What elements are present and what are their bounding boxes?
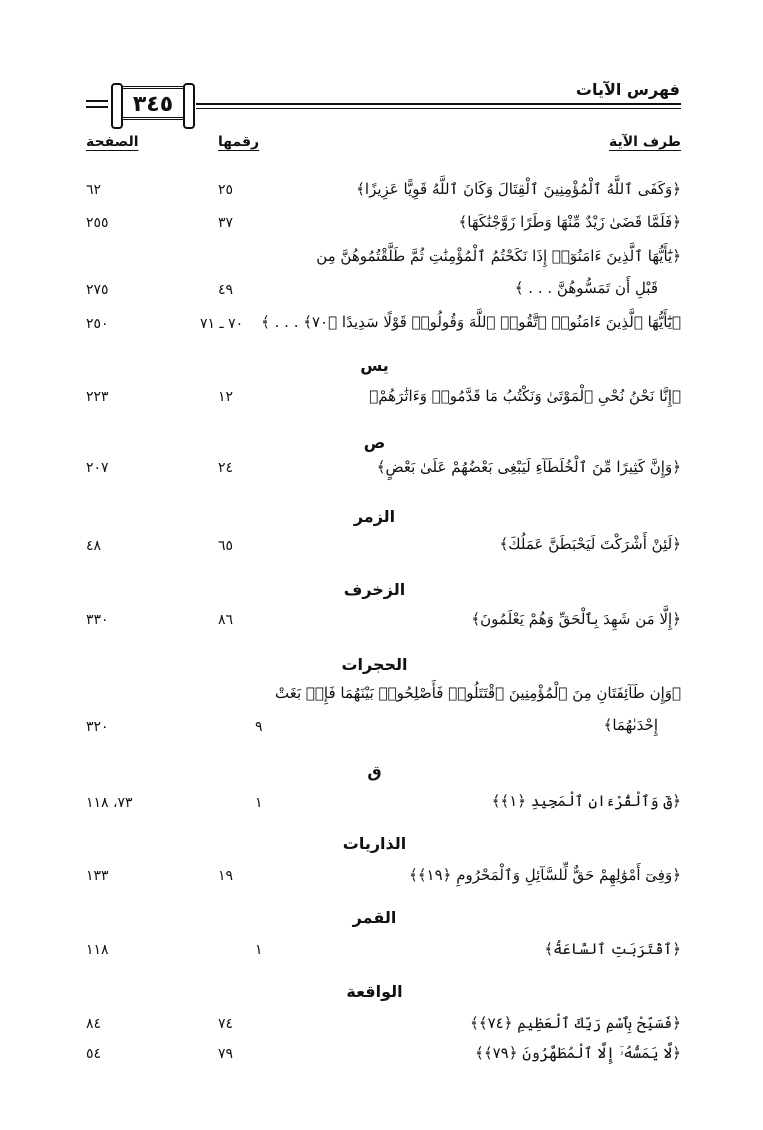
verse-page: ١٣٣ (86, 868, 109, 884)
verse-number: ٤٩ (218, 282, 234, 298)
verse-text: ﴿لَئِنْ أَشْرَكْتَ لَيَحْبَطَنَّ عَمَلُكَ﴾ (499, 535, 681, 553)
column-page-heading (86, 134, 139, 150)
header-rule-right (196, 103, 681, 105)
verse-text: ﴿وَإِن طَآئِفَتَانِ مِنَ ٱلْمُؤْمِنِينَ ٱقْتَتَلُوا۟ فَأَصْلِحُوا۟ بَيْنَهُمَا فَإِنۢ بَغَتْ (275, 684, 681, 702)
verse-page: ٧٣، ١١٨ (86, 795, 133, 811)
verse-text: ﴿قٓ وَٱلْقُرْءَانِ ٱلْمَجِيدِ ﴿١﴾﴾ (491, 792, 681, 810)
verse-number: ١ (255, 942, 263, 958)
verse-page: ٢٥٥ (86, 215, 109, 231)
verse-text: ﴿إِلَّا مَن شَهِدَ بِٱلْحَقِّ وَهُمْ يَعْلَمُونَ﴾ (471, 610, 681, 628)
verse-number: ٦٥ (218, 538, 234, 554)
verse-text: ﴿ٱقْتَرَبَتِ ٱلسَّاعَةُ﴾ (544, 940, 681, 958)
column-number-heading (218, 134, 259, 150)
verse-text: ﴿لَّا يَمَسُّهُۥٓ إِلَّا ٱلْمُطَهَّرُونَ ﴿٧٩﴾﴾ (475, 1044, 681, 1062)
verse-page: ١١٨ (86, 942, 109, 958)
column-page-label: الصفحة (86, 134, 139, 150)
verse-number: ٢٥ (218, 182, 234, 198)
sura-heading: الزمر (353, 507, 396, 526)
verse-page: ٦٢ (86, 182, 102, 198)
sura-heading: الواقعة (346, 982, 403, 1001)
verse-text: ﴿وَكَفَى ٱللَّهُ ٱلْمُؤْمِنِينَ ٱلْقِتَالَ وَكَانَ ٱللَّهُ قَوِيًّا عَزِيزًا﴾ (356, 180, 681, 198)
verse-text: ﴿فَسَبِّحْ بِٱسْمِ رَبِّكَ ٱلْعَظِيمِ ﴿٧٤﴾﴾ (470, 1014, 681, 1032)
page-title: فهرس الآيات (575, 80, 680, 99)
column-verse-heading (609, 134, 681, 150)
verse-page: ٢٠٧ (86, 460, 109, 476)
verse-text: ﴿وَفِىٓ أَمْوَٰلِهِمْ حَقٌّ لِّلسَّآئِلِ وَٱلْمَحْرُومِ ﴿١٩﴾﴾ (408, 866, 681, 884)
verse-number: ٣٧ (218, 215, 234, 231)
verse-text: ﴿يَٰٓأَيُّهَا ٱلَّذِينَ ءَامَنُوا۟ ٱتَّقُوا۟ ٱللَّهَ وَقُولُوا۟ قَوْلًا سَدِيدًا ﴿٧٠﴾ . . . ﴾ (261, 313, 681, 331)
sura-heading: القمر (352, 908, 397, 927)
verse-number: ٧٤ (218, 1016, 234, 1032)
verse-text-continued: قَبْلِ أَن تَمَسُّوهُنَّ . . . ﴾ (514, 279, 658, 297)
verse-page: ٢٧٥ (86, 282, 109, 298)
verse-text-continued: إِحْدَىٰهُمَا﴾ (603, 716, 658, 734)
sura-heading: يس (360, 356, 389, 375)
verse-page: ٥٤ (86, 1046, 102, 1062)
header-rule-right-2 (196, 108, 681, 109)
verse-number: ١ (255, 795, 263, 811)
header-rule-left (86, 100, 108, 102)
sura-heading: الذاريات (342, 834, 407, 853)
header-rule-left-2 (86, 106, 108, 108)
sura-heading: ص (363, 433, 386, 452)
verse-page: ٣٣٠ (86, 612, 109, 628)
sura-heading: الزخرف (343, 580, 406, 599)
verse-number: ٧٠ ـ ٧١ (200, 316, 244, 332)
verse-page: ٢٢٣ (86, 389, 109, 405)
verse-text: ﴿إِنَّا نَحْنُ نُحْىِ ٱلْمَوْتَىٰ وَنَكْتُبُ مَا قَدَّمُوا۟ وَءَاثَٰرَهُمْ﴾ (369, 387, 681, 405)
sura-heading: ق (367, 762, 382, 781)
verse-number: ١٢ (218, 389, 234, 405)
verse-text: ﴿يَٰٓأَيُّهَا ٱلَّذِينَ ءَامَنُوٓا۟ إِذَا نَكَحْتُمُ ٱلْمُؤْمِنَٰتِ ثُمَّ طَلَّقْتُمُوهُنَّ مِن (316, 247, 681, 265)
verse-number: ٧٩ (218, 1046, 234, 1062)
verse-number: ٢٤ (218, 460, 234, 476)
verse-page: ٨٤ (86, 1016, 102, 1032)
verse-page: ٢٥٠ (86, 316, 109, 332)
sura-heading: الحجرات (341, 655, 408, 674)
column-verse-label: طرف الآية (608, 134, 681, 150)
page-number: ٣٤٥ (132, 92, 174, 117)
verse-page: ٤٨ (86, 538, 102, 554)
verse-number: ١٩ (218, 868, 234, 884)
verse-number: ٩ (255, 719, 263, 735)
verse-page: ٣٢٠ (86, 719, 109, 735)
page-number-box (118, 86, 188, 120)
verse-text: ﴿فَلَمَّا قَضَىٰ زَيْدٌ مِّنْهَا وَطَرًا زَوَّجْنَٰكَهَا﴾ (458, 213, 681, 231)
verse-number: ٨٦ (218, 612, 234, 628)
verse-text: ﴿وَإِنَّ كَثِيرًا مِّنَ ٱلْخُلَطَآءِ لَيَبْغِى بَعْضُهُمْ عَلَىٰ بَعْضٍ﴾ (376, 458, 681, 476)
column-number-label: رقمها (218, 134, 260, 150)
